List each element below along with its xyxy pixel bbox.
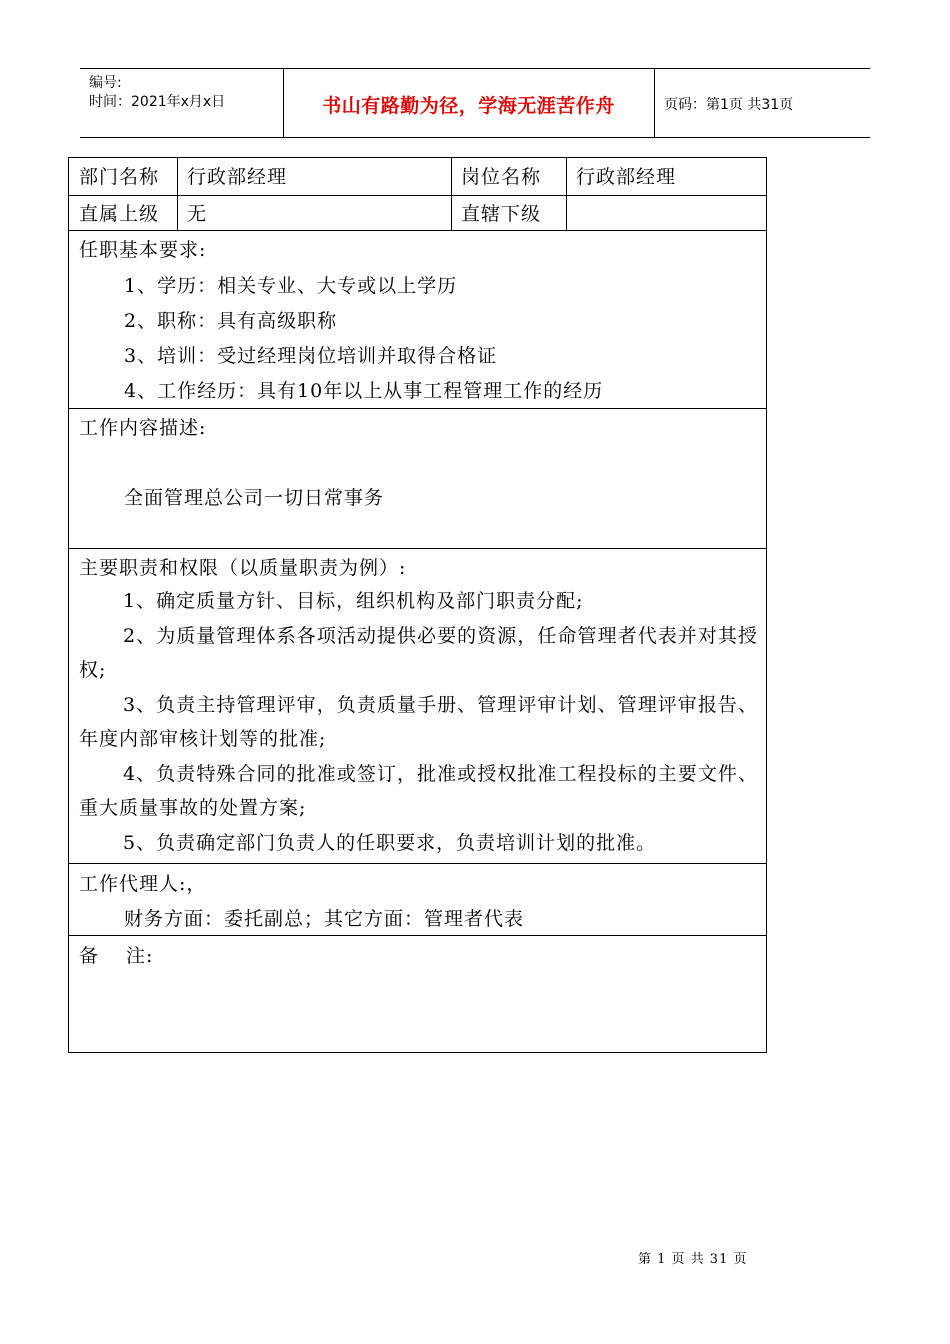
requirement-item: 1、学历：相关专业、大专或以上学历 (124, 275, 458, 297)
number-label: 编号: (89, 75, 122, 91)
job-content-text: 全面管理总公司一切日常事务 (124, 487, 385, 509)
post-value: 行政部经理 (576, 166, 677, 188)
remarks-title: 备 注: (79, 945, 154, 967)
header-page-cell (654, 69, 870, 137)
duty-item: 3、负责主持管理评审，负责质量手册、管理评审计划、管理评审报告、年度内部审核计划等的批准; (79, 693, 758, 750)
requirement-item: 4、工作经历：具有10年以上从事工程管理工作的经历 (124, 380, 604, 402)
row-divider (69, 935, 766, 936)
duty-item: 5、负责确定部门负责人的任职要求，负责培训计划的批准。 (123, 831, 657, 854)
column-divider (566, 158, 567, 230)
row-divider (69, 408, 766, 409)
document-header (80, 68, 870, 138)
duty-item: 1、确定质量方针、目标，组织机构及部门职责分配; (123, 590, 584, 612)
subordinate-label: 直辖下级 (461, 203, 542, 225)
agent-text: 财务方面：委托副总；其它方面：管理者代表 (124, 908, 525, 930)
column-divider (451, 158, 452, 230)
row-divider (69, 548, 766, 549)
requirement-item: 2、职称：具有高级职称 (124, 310, 338, 332)
dept-label: 部门名称 (79, 166, 160, 188)
header-page-info: 页码：第1页 共31页 (664, 97, 794, 113)
column-divider (177, 158, 178, 230)
duty-item: 2、为质量管理体系各项活动提供必要的资源，任命管理者代表并对其授权; (79, 624, 758, 681)
requirement-item: 3、培训：受过经理岗位培训并取得合格证 (124, 345, 498, 367)
page-footer: 第 1 页 共 31 页 (638, 1252, 748, 1267)
motto-text: 书山有路勤为径，学海无涯苦作舟 (322, 95, 615, 117)
job-description-table (68, 157, 767, 1053)
duties-list (79, 584, 758, 860)
row-divider (69, 863, 766, 864)
time-label: 时间：2021年x月x日 (89, 94, 226, 110)
header-motto-cell (283, 69, 655, 137)
superior-label: 直属上级 (79, 203, 160, 225)
duties-title: 主要职责和权限（以质量职责为例）: (79, 557, 407, 579)
job-content-title: 工作内容描述: (79, 417, 207, 439)
post-label: 岗位名称 (461, 166, 542, 188)
header-meta-cell (80, 69, 284, 137)
row-divider (69, 195, 766, 196)
dept-value: 行政部经理 (187, 166, 288, 188)
superior-value: 无 (187, 203, 208, 225)
duty-item: 4、负责特殊合同的批准或签订，批准或授权批准工程投标的主要文件、重大质量事故的处置方案; (79, 762, 758, 819)
row-divider (69, 230, 766, 231)
agent-title: 工作代理人:， (79, 873, 207, 895)
requirements-title: 任职基本要求: (79, 239, 207, 261)
